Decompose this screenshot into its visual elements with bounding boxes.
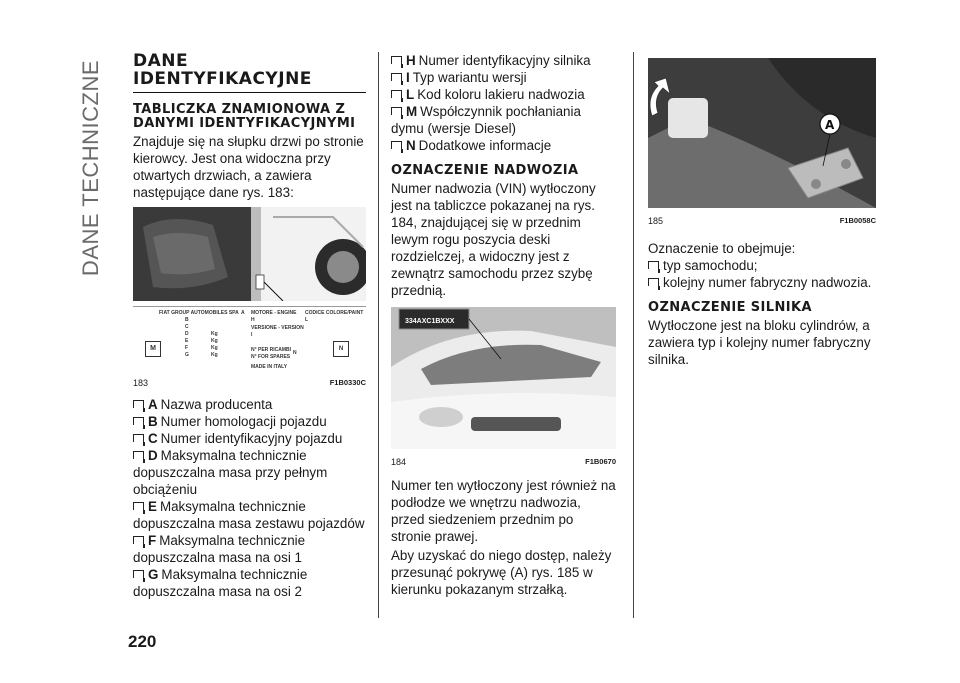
figure-183 [133, 207, 366, 388]
bullet-icon [133, 502, 144, 510]
bullet-icon [391, 141, 402, 149]
plate-paint-code-label: CODICE COLORE/PAINT [305, 310, 364, 316]
vin-floor-paragraph: Numer ten wytłoczony jest również na podłodze we wnętrzu nadwozia, przed siedzeniem przednim po stronie prawej. [391, 478, 616, 544]
column-1 [133, 52, 366, 600]
list-item: E Maksymalna technicznie dopuszczalna masa zestawu pojazdów [133, 499, 365, 531]
bullet-icon [133, 570, 144, 578]
marking-list [648, 257, 876, 291]
list-item: G Maksymalna technicznie dopuszczalna masa na osi 2 [133, 567, 308, 599]
plate-labels-b-g: B C D E F G [185, 317, 189, 358]
nameplate-legend-list-continued [391, 52, 616, 154]
bullet-icon [391, 56, 402, 64]
bullet-icon [648, 261, 659, 269]
bullet-icon [133, 400, 144, 408]
nameplate-diagram [133, 306, 366, 375]
figure-number: 184 [391, 457, 407, 467]
floor-cover-photo [648, 58, 876, 208]
body-marking-intro: Numer nadwozia (VIN) wytłoczony jest na tabliczce pokazanej na rys. 184, znajdującej się w przednim lewym rogu poszycia deski rozdzielczej, a widoczny jest z zewnątrz samochodu przez szybę przednią. [391, 181, 596, 298]
list-item: D Maksymalna technicznie dopuszczalna masa przy pełnym obciążeniu [133, 448, 328, 497]
bullet-icon [133, 417, 144, 425]
bullet-icon [391, 107, 402, 115]
bullet-icon [391, 90, 402, 98]
figure-184 [391, 307, 616, 467]
list-item: A Nazwa producenta [133, 396, 366, 413]
callout-a-label: A [825, 118, 835, 132]
column-2 [391, 52, 616, 598]
plate-kg-labels: Kg Kg Kg Kg [211, 331, 218, 358]
list-item: I Typ wariantu wersji [391, 69, 616, 86]
car-windshield-photo [391, 307, 616, 449]
side-title-text: DANE TECHNICZNE [78, 59, 103, 277]
list-item: kolejny numer fabryczny nadwozia. [648, 274, 876, 291]
vin-plate-label: 334AXC1BXXX [405, 318, 455, 325]
plate-header-manufacturer: FIAT GROUP AUTOMOBILES SPA [159, 310, 239, 316]
plate-spares-label-en: N° FOR SPARES [251, 354, 291, 360]
plate-label-m: M [145, 341, 161, 357]
list-item: F Maksymalna technicznie dopuszczalna masa na osi 1 [133, 533, 306, 565]
bullet-icon [133, 536, 144, 544]
plate-spares-label: N° PER RICAMBI [251, 347, 292, 353]
vin-access-paragraph: Aby uzyskać do niego dostęp, należy przesunąć pokrywę (A) rys. 185 w kierunku pokazanym strzałką. [391, 548, 612, 597]
column-3 [648, 52, 876, 368]
marking-includes: Oznaczenie to obejmuje: [648, 241, 796, 256]
heading-body-marking: OZNACZENIE NADWOZIA [391, 163, 579, 178]
plate-engine-label: MOTORE - ENGINE [251, 310, 297, 316]
subheading-nameplate: TABLICZKA ZNAMIONOWA Z DANYMI IDENTYFIKACYJNYMI [133, 102, 356, 131]
list-item: B Numer homologacji pojazdu [133, 413, 366, 430]
figure-number: 185 [648, 216, 664, 226]
bullet-icon [133, 434, 144, 442]
list-item: M Współczynnik pochłaniania dymu (wersje Diesel) [391, 104, 581, 136]
plate-label-i: I [251, 332, 253, 338]
figure-code: F1B0330C [329, 378, 366, 387]
plate-made-in: MADE IN ITALY [251, 364, 288, 370]
heading-engine-marking: OZNACZENIE SILNIKA [648, 300, 812, 315]
figure-code: F1B0058C [839, 216, 876, 225]
list-item: L Kod koloru lakieru nadwozia [391, 86, 616, 103]
plate-label-a: A [241, 310, 245, 316]
plate-label-n-box: N [333, 341, 349, 357]
figure-caption [133, 378, 366, 388]
column-divider [378, 52, 379, 618]
column-divider [633, 52, 634, 618]
figure-code: F1B0670 [585, 457, 616, 466]
bullet-icon [391, 73, 402, 81]
door-pillar-photo [133, 207, 366, 301]
list-item: N Dodatkowe informacje [391, 137, 616, 154]
list-item: C Numer identyfikacyjny pojazdu [133, 430, 366, 447]
plate-label-h: H [251, 317, 255, 323]
bullet-icon [133, 451, 144, 459]
nameplate-legend-list [133, 396, 366, 600]
section-side-title [76, 48, 106, 288]
plate-label-l: L [305, 317, 309, 323]
bullet-icon [648, 278, 659, 286]
heading-identification-data: DANE IDENTYFIKACYJNE [133, 52, 366, 93]
page-number: 220 [128, 632, 157, 651]
list-item: H Numer identyfikacyjny silnika [391, 52, 616, 69]
figure-number: 183 [133, 378, 149, 388]
figure-caption [391, 457, 616, 467]
plate-version-label: VERSIONE - VERSION [251, 325, 304, 331]
plate-label-n-inline: N [293, 350, 297, 356]
nameplate-intro: Znajduje się na słupku drzwi po stronie kierowcy. Jest ona widoczna przy otwartych drzwiach, a zawiera następujące dane rys. 183: [133, 134, 364, 200]
figure-caption [648, 216, 876, 226]
list-item: typ samochodu; [648, 257, 876, 274]
figure-185 [648, 58, 876, 226]
engine-marking-paragraph: Wytłoczone jest na bloku cylindrów, a zawiera typ i kolejny numer fabryczny silnika. [648, 318, 871, 367]
